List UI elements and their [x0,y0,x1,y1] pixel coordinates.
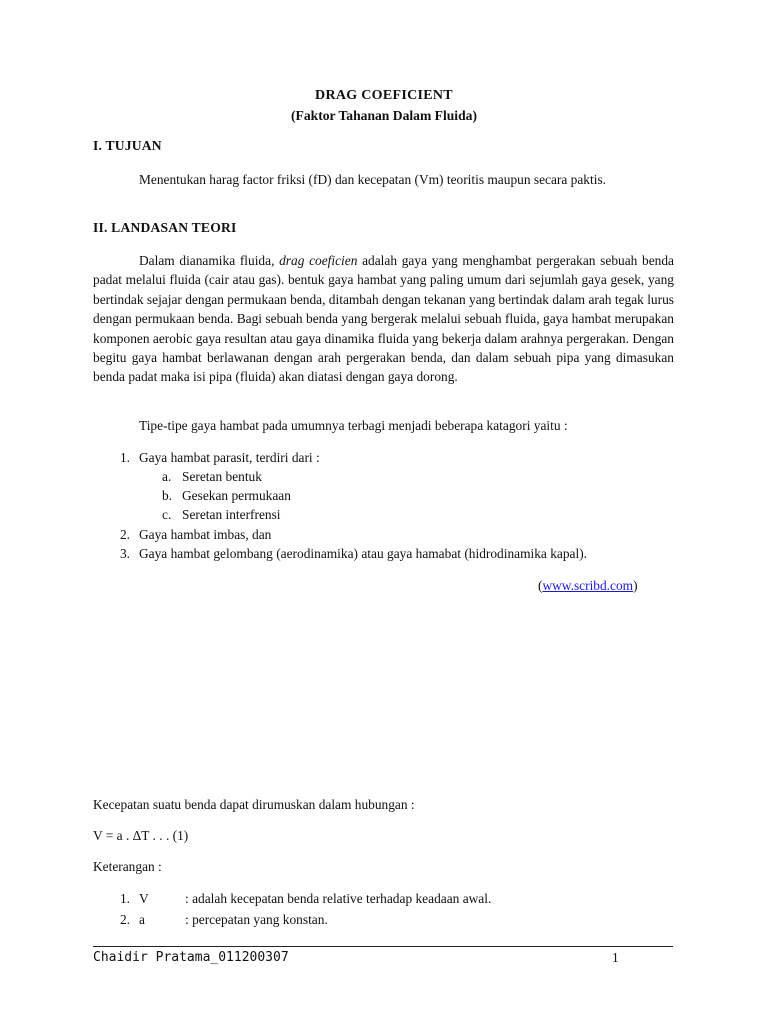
formula-intro: Kecepatan suatu benda dapat dirumuskan dalam hubungan : [93,797,415,812]
footer-divider [93,946,673,947]
source-link[interactable]: www.scribd.com [542,578,634,593]
document-subtitle: (Faktor Tahanan Dalam Fluida) [291,108,477,123]
sublist-item [162,469,262,485]
variable-symbol: a [139,912,145,927]
list-item [106,527,271,543]
paragraph-text-start: Dalam dianamika fluida, [139,253,280,268]
source-citation [538,578,638,594]
sublist-text: Seretan interfrensi [182,507,281,522]
list-item [106,450,320,466]
document-title: DRAG COEFICIENT [315,88,453,103]
tujuan-paragraph: Menentukan harag factor friksi (fD) dan kecepatan (Vm) teoritis maupun secara paktis. [139,172,606,187]
paragraph-text-rest: adalah gaya yang menghambat pergerakan sebuah benda padat melalui fluida (cair atau gas). bentuk gaya hambat yang paling umum dari sejumlah gaya gesek, yang bertindak sejajar dengan permukaan benda, ditambah dengan tekanan yang bertindak dalam arah tegak lurus dengan permukaan benda. Bagi sebuah benda yang bergerak melalui sebuah fluida, gaya hambat merupakan komponen aerobic gaya resultan atau gaya dinamika fluida yang bekerja dalam arahnya pergerakan. Dengan begitu gaya hambat berlawanan dengan arah pergerakan benda, dan dalam sebuah pipa yang dimasukan benda padat maka isi pipa (fluida) akan diatasi dengan gaya dorong. [93,253,675,385]
footer-author: Chaidir Pratama_011200307 [93,950,289,965]
sublist-item [162,507,281,523]
source-paren-close: ) [633,578,638,593]
list-text: Gaya hambat gelombang (aerodinamika) atau gaya hamabat (hidrodinamika kapal). [139,546,588,561]
list-number: 3. [119,546,130,561]
variable-description: : adalah kecepatan benda relative terhadap keadaan awal. [185,891,492,906]
list-text: Gaya hambat parasit, terdiri dari : [139,450,320,465]
section-heading-landasan-teori: II. LANDASAN TEORI [93,220,237,235]
list-number: 1. [119,450,130,465]
keterangan-item [106,891,491,907]
list-number: 1. [119,891,130,906]
variable-symbol: V [139,891,149,906]
sublist-letter: b. [162,488,173,503]
landasan-paragraph [93,251,674,387]
list-item [106,546,587,562]
keterangan-label: Keterangan : [93,859,162,874]
list-number: 2. [119,912,130,927]
keterangan-item [106,912,328,928]
list-number: 2. [119,527,130,542]
velocity-formula: V = a . ΔT . . . (1) [93,828,189,843]
source-paren-open: ( [538,578,543,593]
sublist-letter: c. [162,507,172,522]
list-text: Gaya hambat imbas, dan [139,527,272,542]
section-heading-tujuan: I. TUJUAN [93,138,162,153]
sublist-item [162,488,291,504]
tipe-intro: Tipe-tipe gaya hambat pada umumnya terbagi menjadi beberapa katagori yaitu : [139,418,568,433]
page-number: 1 [612,950,619,965]
sublist-letter: a. [162,469,172,484]
sublist-text: Gesekan permukaan [182,488,291,503]
drag-coeficien-term: drag coeficien [279,253,358,268]
sublist-text: Seretan bentuk [182,469,262,484]
variable-description: : percepatan yang konstan. [185,912,328,927]
